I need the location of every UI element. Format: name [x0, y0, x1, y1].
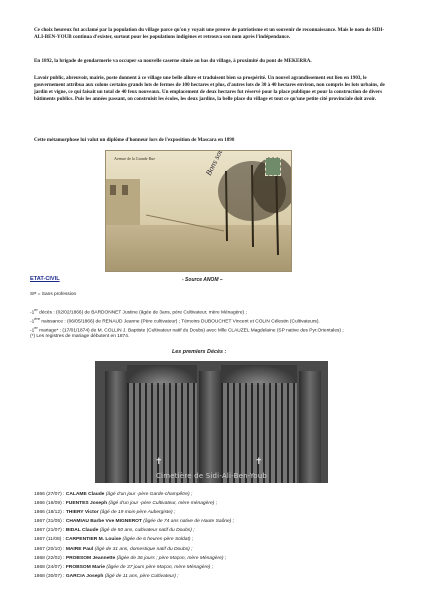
list-item: 1867 (31/05) : CHAMIAU Barbe Vve MIGNEROT (âgée de 74 ans native de Haute Saône) ;	[34, 519, 235, 525]
cemetery-caption: Cimetière de Sidi-Ali-Ben-Youb	[155, 472, 268, 480]
left-gate-pillar	[105, 371, 127, 483]
right-gate-bars	[221, 383, 297, 483]
first-death-entry: -1er décès : (02/02/1866) de BARDONNET Justine (âgée de 3ans, père Cultivateur, mère Ménagère) ;	[30, 307, 247, 316]
postcard-caption: Avenue de la Grande Rue	[114, 156, 156, 161]
first-marriage-entry: -1er mariage* : (17/01/1874) de M. COLLIN J. Baptiste (Cultivateur natif du Doubs) avec Mlle CLAUZEL Magdelaine (SP native des Pyr.Orientales) ;	[30, 325, 344, 334]
cross-icon: ✝	[255, 457, 263, 467]
deces-title: Les premiers Décès :	[172, 349, 227, 355]
etat-civil-heading: ETAT-CIVIL	[30, 276, 60, 282]
intro-paragraph-3: Lavoir public, abreuvoir, mairie, poste donnent à ce village une belle allure et traduisent bien sa prospérité. Un nouvel agrandissement eut lieu en 1903, le gouvernement attribua aux colons certains grands lots de fermes de 100 hectares et plus, d'autres lots de 30 à 40 hectares environ, non compris les lots urbains, de jardin et vigne, ce qui faisait un total de 40 feux nouveaux. Un emplacement de deux hectares fut réservé pour la place publique et pour la construction de divers bâtiments publics. Puis les années passant, on construisit les écoles, les deux jardins, la belle place du village et tout ce qu'une petite cité provinciale doit avoir.	[34, 75, 385, 102]
death-list	[34, 490, 404, 581]
list-item: 1868 (22/02) : PROBSOM Jeannette (âgée de 36 jours ; père Maçon, mère Ménagère) ;	[34, 555, 227, 561]
postage-stamp	[265, 157, 281, 176]
list-item: 1867 (11/08) : CARPENTIER M. Louise (âgée de 6 heures-père Soldat) ;	[34, 537, 194, 543]
right-gate-pillar	[299, 371, 321, 483]
list-item: 1866 (18/12) : THIERY Victor (âgé de 19 mois-père Aubergiste) ;	[34, 510, 176, 516]
right-gate-crown	[221, 365, 297, 385]
sp-legend: SP = Sans profession	[30, 292, 77, 297]
list-item: 1868 (30/07) : GARCIA Joseph (âgé de 11 ans, père Cultivateur) ;	[34, 573, 179, 579]
left-gate-bars	[127, 383, 197, 483]
list-item: 1868 (24/07) : FROBSOM Marie (âgée de 37 jours père Maçon, mère Ménagère) ;	[34, 564, 214, 570]
list-item: 1866 (27/07) : CALAME Claude (âgé d'un jour -père Garde-champêtre) ;	[34, 492, 193, 497]
list-item: 1867 (20/10) : MAIRE Paul (âgé de 31 ans, domestique natif du Doubs) ;	[34, 546, 193, 552]
intro-paragraph-4: Cette métamorphose lui valut un diplôme d'honneur lors de l'exposition de Mascara en 1898	[34, 137, 235, 143]
cemetery-photo	[95, 361, 328, 483]
source-note: - Source ANOM –	[182, 277, 223, 283]
first-birth-entry: -1ère naissance : (06/05/1866) de RENAUD Jeanne (Père cultivateur) ; Témoins DUBOUCHET Vincent et COLIN Célestin (Cultivateurs).	[30, 316, 320, 325]
left-gate-crown	[127, 365, 197, 385]
marriage-registers-note: (*) Les registres de mariage débutent en 1874.	[30, 334, 130, 339]
cross-icon: ✝	[155, 457, 163, 467]
intro-paragraph-1: Ce choix heureux fut acclamé par la population du village parce qu'on y voyait une preuve de patriotisme et un souvenir de reconnaissance. Mais le nom de SIDI-ALI-BEN-YOUB continua d'exister, surtout pour les populations indigènes et retrouva son nom après l'indépendance.	[34, 27, 385, 40]
center-gate-pillar	[199, 371, 221, 483]
postcard-photo	[105, 150, 292, 272]
intro-paragraph-2: En 1892, la brigade de gendarmerie va occuper sa nouvelle caserne située au bas du village, à proximité du pont de MEKERRA.	[34, 58, 312, 64]
list-item: 1867 (21/07) : BIDAL Claude (âgé de 50 ans, cultivateur natif du Doubs) ;	[34, 528, 195, 534]
list-item: 1866 (16/09) : FUENTES Joseph (âgé d'un jour -père Cultivateur, mère ménagère) ;	[34, 501, 218, 507]
